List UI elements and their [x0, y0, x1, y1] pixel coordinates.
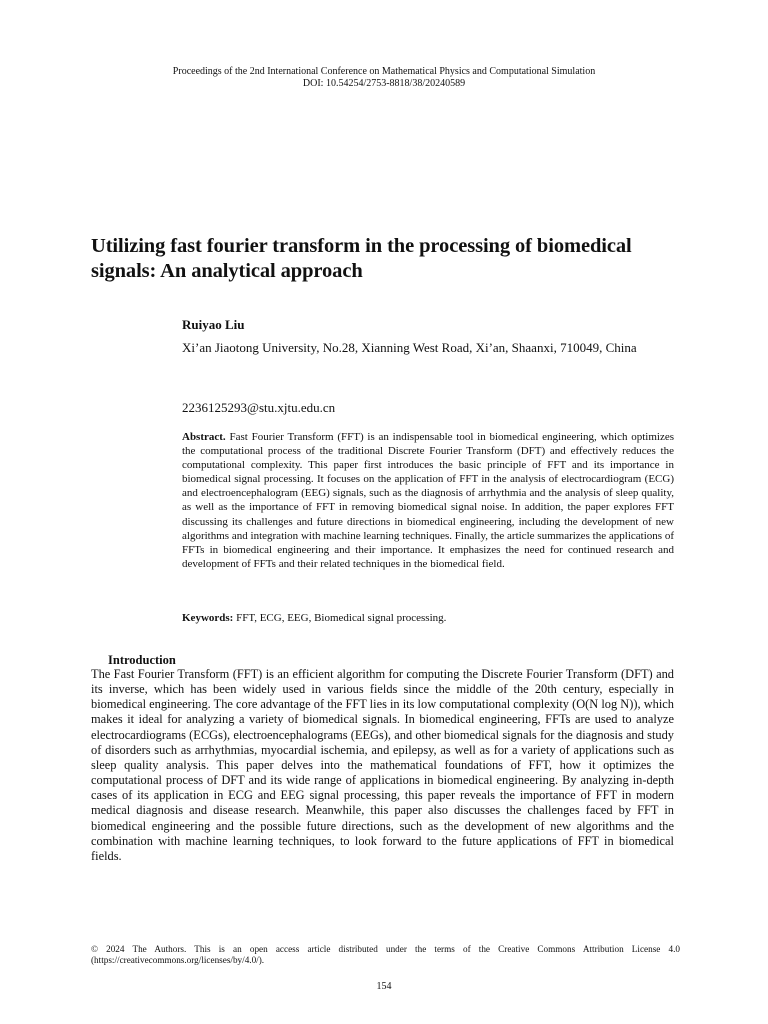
keywords-label: Keywords:	[182, 612, 234, 624]
page-number: 154	[376, 981, 392, 992]
keywords-text: FFT, ECG, EEG, Biomedical signal processing.	[236, 612, 447, 624]
license-note: © 2024 The Authors. This is an open access article distributed under the terms of the Creative Commons Attribution License 4.0 (https://creativecommons.org/licenses/by/4.0/).	[91, 944, 680, 965]
author-affiliation: Xi’an Jiaotong University, No.28, Xianning West Road, Xi’an, Shaanxi, 710049, China	[182, 340, 637, 355]
introduction-body: The Fast Fourier Transform (FFT) is an efficient algorithm for computing the Discrete Fourier Transform (DFT) and its inverse, which has been widely used in various fields since the middle of the 20th century, especially in biomedical engineering. The core advantage of the FFT lies in its low computational complexity (O(N log N)), which makes it ideal for analyzing a variety of biomedical signals. In biomedical engineering, FFTs are used to analyze electrocardiograms (ECGs), electroencephalograms (EEGs), and other biomedical signals for the diagnosis and study of disorders such as arrhythmias, myocardial ischemia, and epilepsy, as well as for a variety of applications such as sleep quality analysis. This paper delves into the mathematical foundations of FFT, how it optimizes the computational process of DFT and its wide range of applications in biomedical engineering. By analyzing in-depth cases of its application in ECG and EEG signal processing, this paper reveals the importance of FFT in modern medical diagnosis and disease research. Meanwhile, this paper also discusses the challenges faced by FFT in biomedical engineering and the possible future directions, such as the development of new algorithms and the combination with machine learning techniques, to look forward to the future applications of FFT in biomedical fields.	[91, 667, 674, 863]
running-header	[0, 66, 768, 90]
abstract-text: Fast Fourier Transform (FFT) is an indispensable tool in biomedical engineering, which optimizes the computational process of the traditional Discrete Fourier Transform (DFT) and effectively reduces the computational complexity. This paper first introduces the basic principle of FFT and its importance in biomedical signal processing. It focuses on the application of FFT in the analysis of electrocardiogram (ECG) and electroencephalogram (EEG) signals, such as the diagnosis of arrhythmia and the analysis of sleep quality, as well as the importance of FFT in removing biomedical signal noise. In addition, the paper explores FFT discussing its challenges and future directions in biomedical engineering, including the development of new algorithms and integration with machine learning techniques. Finally, the article summarizes the applications of FFTs in biomedical engineering and their importance. It emphasizes the need for continued research and development of FFTs and their related techniques in the biomedical field.	[182, 431, 675, 570]
author-email: 2236125293@stu.xjtu.edu.cn	[182, 400, 336, 415]
abstract-label: Abstract.	[182, 431, 226, 443]
doi: DOI: 10.54254/2753-8818/38/20240589	[302, 78, 466, 89]
introduction-heading: Introduction	[108, 653, 176, 667]
author-name: Ruiyao Liu	[182, 317, 245, 332]
abstract	[182, 430, 674, 571]
conference-name: Proceedings of the 2nd International Conference on Mathematical Physics and Computational Simulation	[172, 66, 596, 77]
paper-title: Utilizing fast fourier transform in the processing of biomedical signals: An analytical approach	[91, 235, 632, 282]
keywords	[182, 611, 674, 625]
